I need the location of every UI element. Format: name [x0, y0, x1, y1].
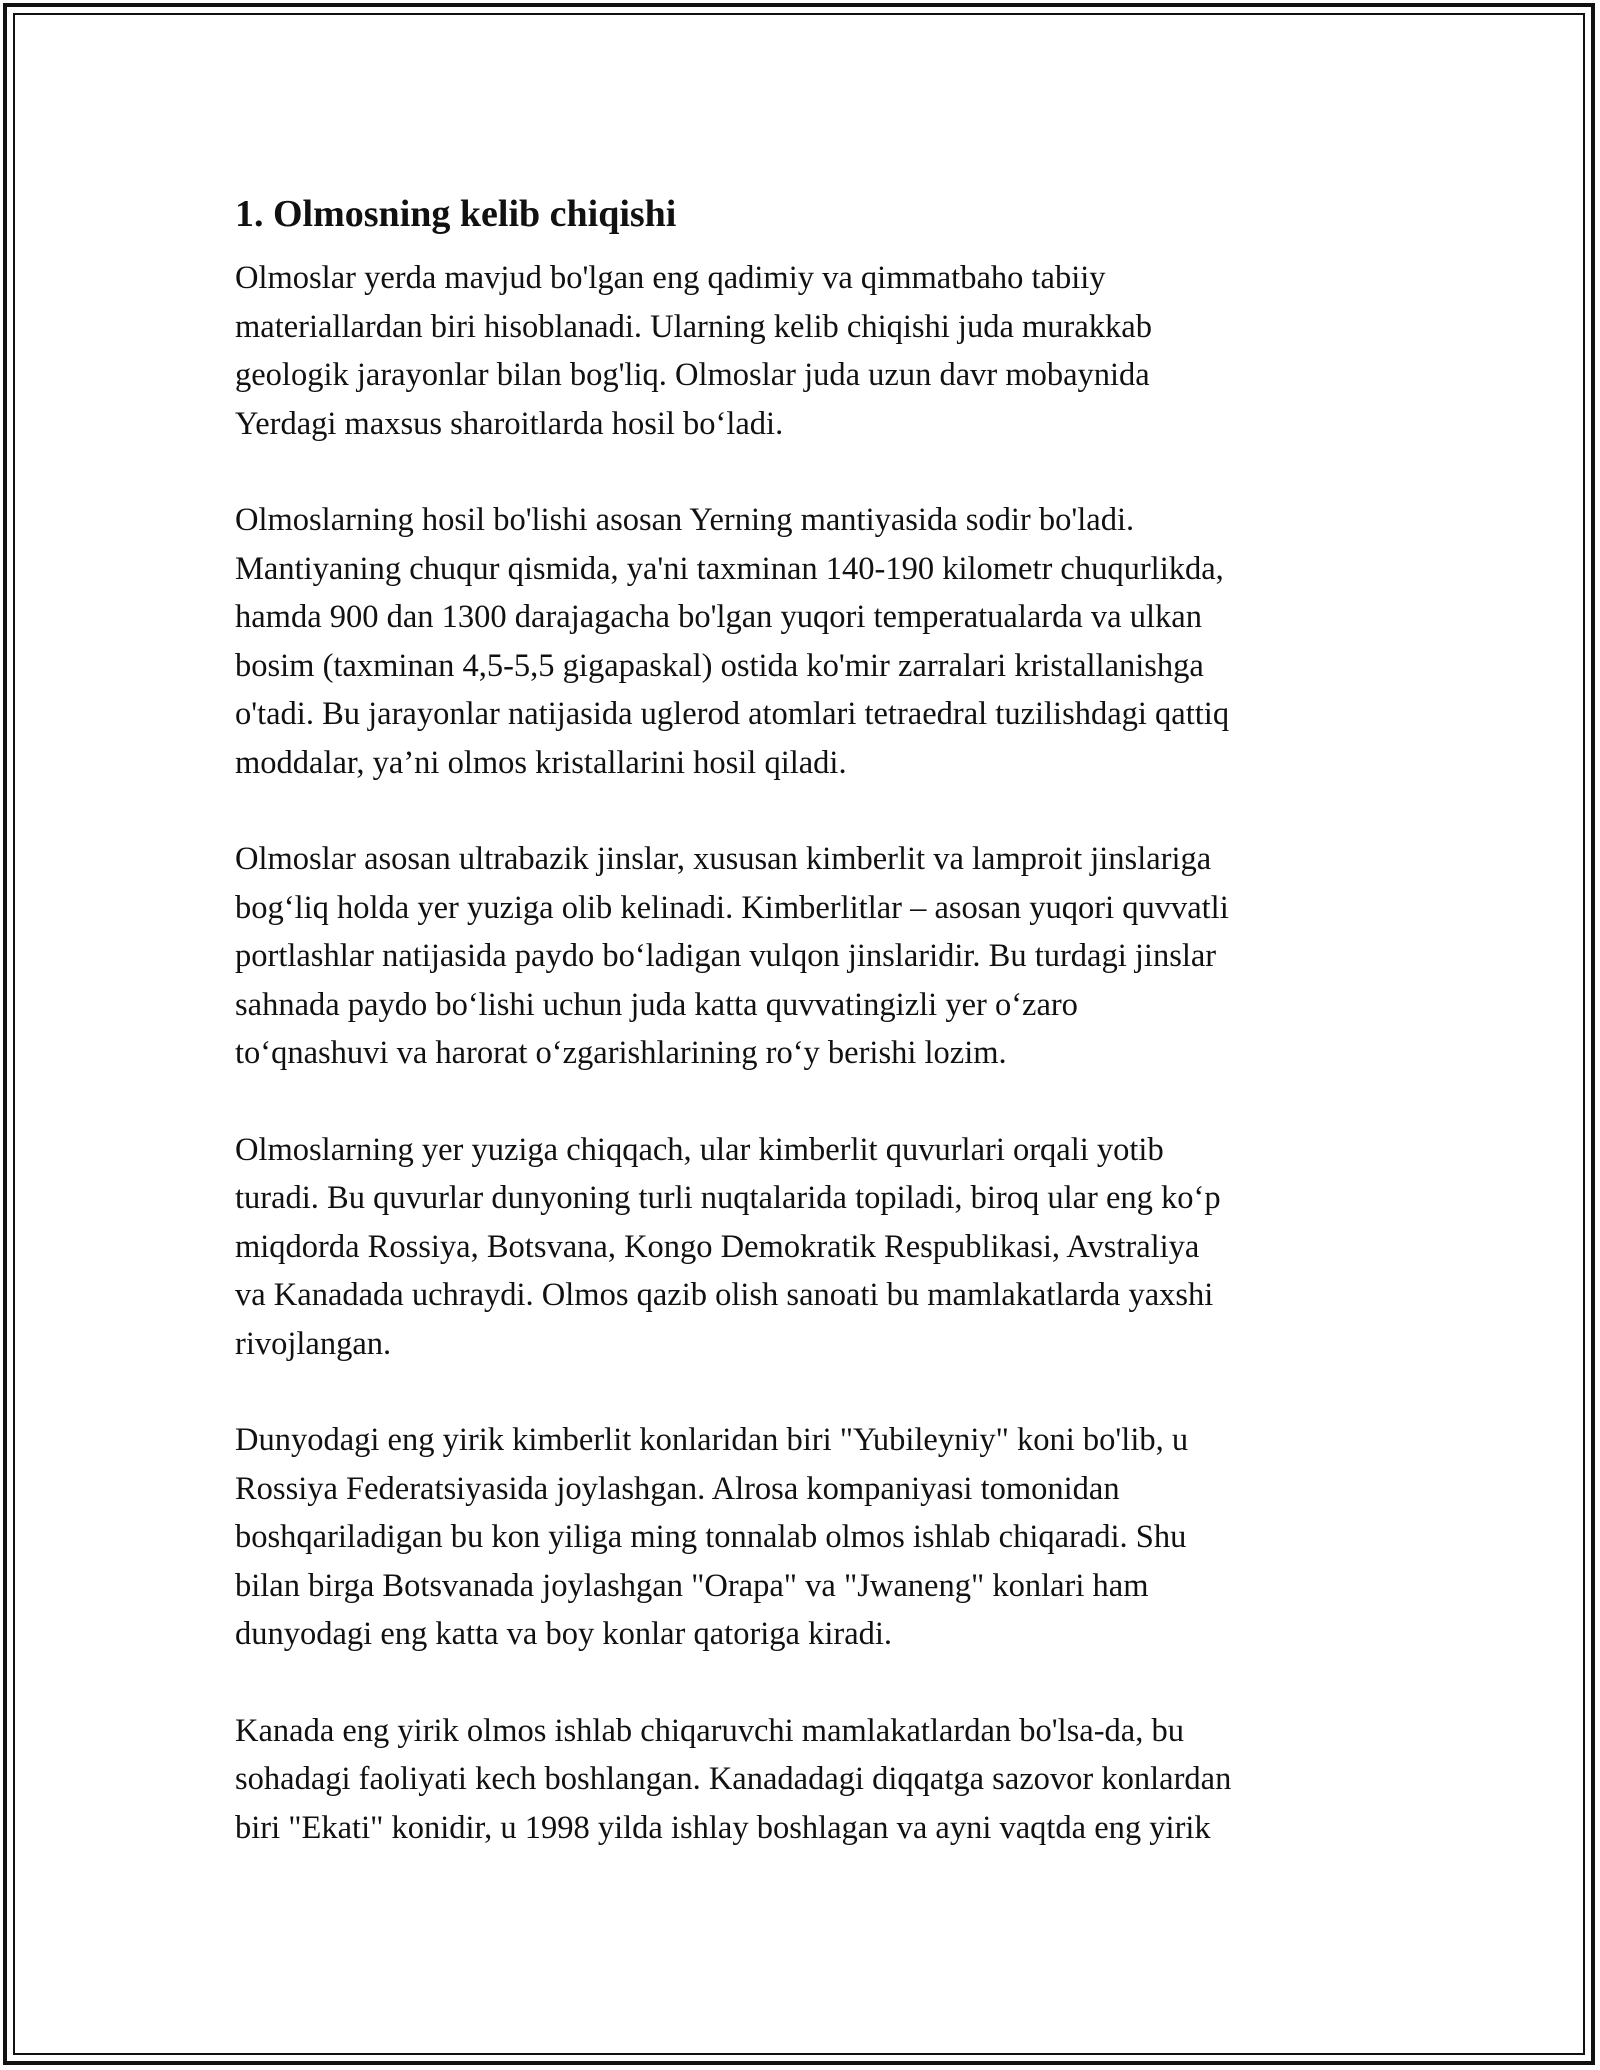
paragraph-mantle-formation: Olmoslarning hosil bo'lishi asosan Yerning mantiyasida sodir bo'ladi. Mantiyaning chuqur qismida, ya'ni taxminan 140-190 kilometr chuqurlikda, hamda 900 dan 1300 darajagacha bo'lgan yuqori temperatualarda va ulkan bosim (taxminan 4,5-5,5 gigapaskal) ostida ko'mir zarralari kristallanishga o'tadi. Bu jarayonlar natijasida uglerod atomlari tetraedral tuzilishdagi qattiq moddalar, ya’ni olmos kristallarini hosil qiladi. — [235, 502, 1230, 781]
paragraph-kimberlite: Olmoslar asosan ultrabazik jinslar, xususan kimberlit va lamproit jinslariga bog‘liq holda yer yuziga olib kelinadi. Kimberlitlar – asosan yuqori quvvatli portlashlar natijasida paydo bo‘ladigan vulqon jinslaridir. Bu turdagi jinslar sahnada paydo bo‘lishi uchun juda katta quvvatingizli yer o‘zaro to‘qnashuvi va harorat o‘zgarishlarining ro‘y berishi lozim. — [235, 841, 1229, 1071]
section-heading: 1. Olmosning kelib chiqishi — [235, 193, 677, 235]
paragraph-yubileyniy: Dunyodagi eng yirik kimberlit konlaridan biri "Yubileyniy" koni bo'lib, u Rossiya Federatsiyasida joylashgan. Alrosa kompaniyasi tomonidan boshqariladigan bu kon yiliga ming tonnalab olmos ishlab chiqaradi. Shu bilan birga Botsvanada joylashgan "Orapa" va "Jwaneng" konlari ham dunyodagi eng katta va boy konlar qatoriga kiradi. — [235, 1422, 1189, 1652]
paragraph-pipes: Olmoslarning yer yuziga chiqqach, ular kimberlit quvurlari orqali yotib turadi. Bu quvurlar dunyoning turli nuqtalarida topiladi, biroq ular eng ko‘p miqdorda Rossiya, Botsvana, Kongo Demokratik Respublikasi, Avstraliya va Kanadada uchraydi. Olmos qazib olish sanoati bu mamlakatlarda yaxshi rivojlangan. — [235, 1131, 1221, 1362]
paragraph-origin: Olmoslar yerda mavjud bo'lgan eng qadimiy va qimmatbaho tabiiy materiallardan biri hisoblanadi. Ularning kelib chiqishi juda murakkab geologik jarayonlar bilan bog'liq. Olmoslar juda uzun davr mobaynida Yerdagi maxsus sharoitlarda hosil bo‘ladi. — [235, 260, 1152, 442]
document-body — [235, 188, 1375, 1900]
paragraph-canada: Kanada eng yirik olmos ishlab chiqaruvchi mamlakatlardan bo'lsa-da, bu sohadagi faoliyati kech boshlangan. Kanadadagi diqqatga sazovor konlardan biri "Ekati" konidir, u 1998 yilda ishlay boshlagan va ayni vaqtda eng yirik — [235, 1712, 1232, 1846]
